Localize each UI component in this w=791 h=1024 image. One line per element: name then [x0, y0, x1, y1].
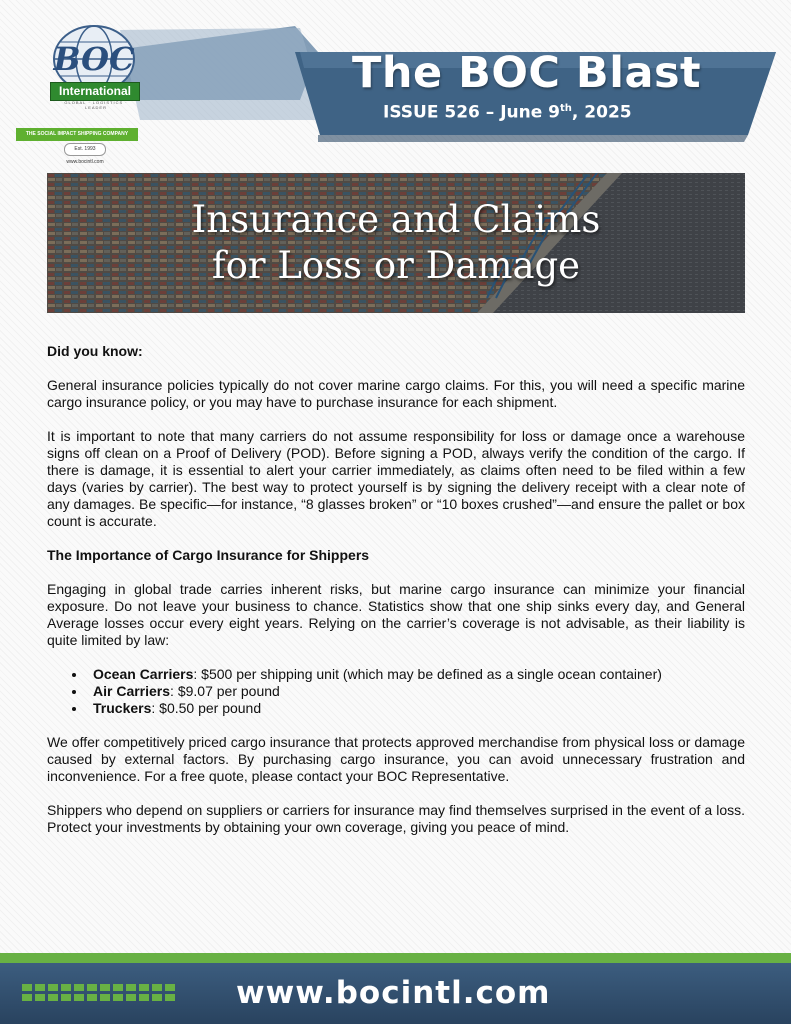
issue-date: [383, 104, 632, 122]
footer-dot-pattern: [22, 984, 175, 1001]
list-item: [72, 700, 745, 717]
logo-ribbon: THE SOCIAL IMPACT SHIPPING COMPANY: [16, 128, 138, 141]
logo-url: www.bocintl.com: [66, 159, 104, 165]
article-body: [47, 343, 745, 836]
bullet-term: Truckers: [93, 700, 152, 716]
hero-banner: [47, 173, 745, 313]
list-item: [72, 683, 745, 700]
paragraph-marine-policy: General insurance policies typically do not cover marine cargo claims. For this, you will need a specific marine cargo insurance policy, or you may have to purchase insurance for each shipment.: [47, 377, 745, 410]
bullet-text: : $9.07 per pound: [170, 683, 280, 699]
footer-website-link[interactable]: www.bocintl.com: [236, 975, 551, 1011]
section-heading: The Importance of Cargo Insurance for Shippers: [47, 547, 370, 563]
hero-title-line-1: Insurance and Claims: [191, 198, 601, 241]
logo-mark: BOC: [53, 40, 135, 78]
carrier-liability-list: [47, 666, 745, 717]
paragraph-pod-warning: It is important to note that many carriers do not assume responsibility for loss or damage once a warehouse signs off clean on a Proof of Delivery (POD). Before signing a POD, always verify the condition of the cargo. If there is damage, it is essential to alert your carrier immediately, as claims often need to be filed within a few days (varies by carrier). The best way to protect yourself is by signing the delivery receipt with a clear note of any damages. Be specific—for instance, “8 glasses broken” or “10 boxes crushed”—and ensure the pallet or box count is accurate.: [47, 428, 745, 529]
newsletter-header: [0, 0, 791, 165]
port-photo: [47, 173, 745, 313]
paragraph-insurance-offer: We offer competitively priced cargo insurance that protects approved merchandise from physical loss or damage caused by external factors. By purchasing cargo insurance, you can avoid unnecessary frustration and inconvenience. For a free quote, please contact your BOC Representative.: [47, 734, 745, 784]
issue-ordinal: th: [560, 103, 572, 114]
issue-suffix: , 2025: [571, 102, 632, 123]
bullet-term: Ocean Carriers: [93, 666, 194, 682]
list-item: [72, 666, 745, 683]
paragraph-global-trade-risks: Engaging in global trade carries inherent risks, but marine cargo insurance can minimize your financial exposure. Do not leave your business to chance. Statistics show that one ship sinks every day, and General Average losses occur every eight years. Relying on the carrier’s coverage is not advisable, as their liability is quite limited by law:: [47, 581, 745, 648]
intro-heading: Did you know:: [47, 343, 143, 359]
logo-tagline: GLOBAL · LOGISTICS · LEADER: [64, 100, 128, 110]
logo-name: International: [50, 82, 140, 101]
bullet-text: : $500 per shipping unit (which may be defined as a single ocean container): [193, 666, 662, 682]
issue-prefix: ISSUE 526 – June 9: [383, 102, 561, 123]
logo-established: Est. 1993: [64, 143, 106, 156]
bullet-text: : $0.50 per pound: [151, 700, 262, 716]
newsletter-title: The BOC Blast: [352, 48, 702, 98]
boc-logo: [10, 20, 165, 165]
hero-title-line-2: for Loss or Damage: [211, 244, 581, 287]
paragraph-own-coverage: Shippers who depend on suppliers or carriers for insurance may find themselves surprised in the event of a loss. Protect your investments by obtaining your own coverage, giving you peace of mind.: [47, 802, 745, 835]
footer-accent-stripe: [0, 953, 791, 963]
bullet-term: Air Carriers: [93, 683, 171, 699]
footer-bar: [0, 963, 791, 1024]
